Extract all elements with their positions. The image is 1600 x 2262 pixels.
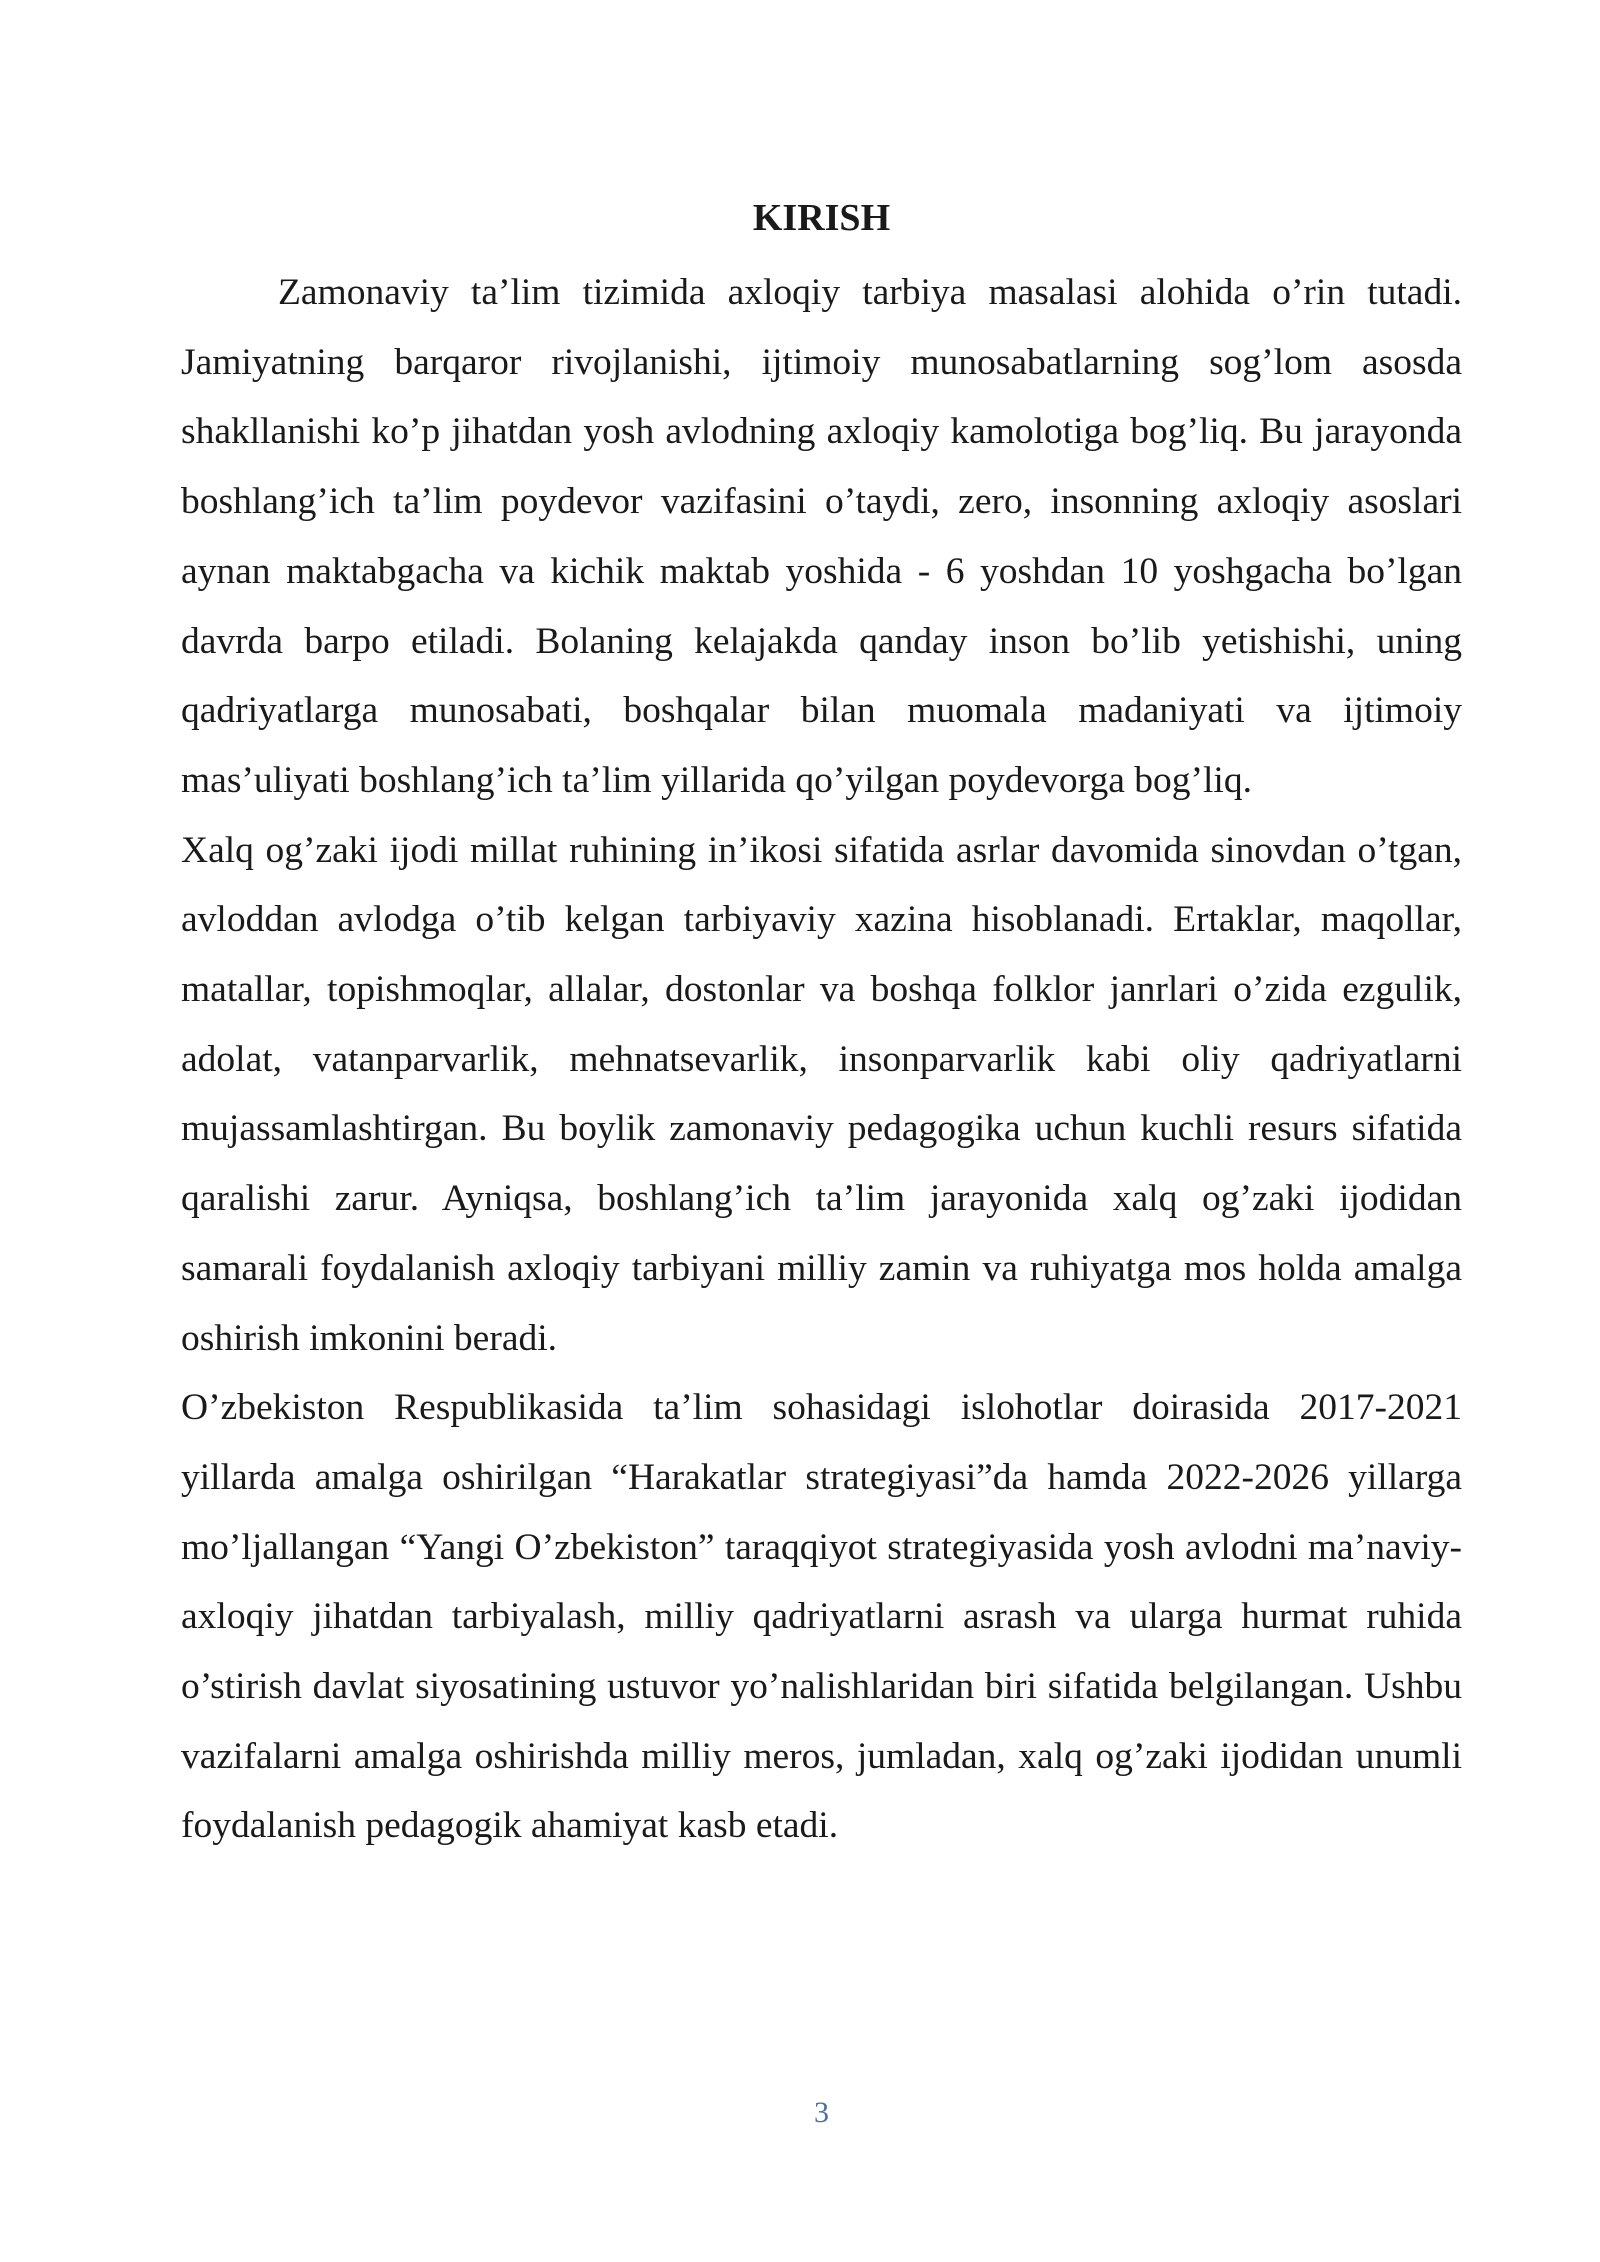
paragraph-intro: Zamonaviy ta’lim tizimida axloqiy tarbiya masalasi alohida o’rin tutadi. Jamiyatning barqaror rivojlanishi, ijtimoiy munosabatlarning sog’lom asosda shakllanishi ko’p jihatdan yosh avlodning axloqiy kamolotiga bog’liq. Bu jarayonda boshlang’ich ta’lim poydevor vazifasini o’taydi, zero, insonning axloqiy asoslari aynan maktabgacha va kichik maktab yoshida - 6 yoshdan 10 yoshgacha bo’lgan davrda barpo etiladi. Bolaning kelajakda qanday inson bo’lib yetishishi, uning qadriyatlarga munosabati, boshqalar bilan muomala madaniyati va ijtimoiy mas’uliyati boshlang’ich ta’lim yillarida qo’yilgan poydevorga bog’liq. bbox=[181, 272, 1462, 801]
page-title: KIRISH bbox=[752, 197, 891, 239]
paragraph-strategy: O’zbekiston Respublikasida ta’lim sohasidagi islohotlar doirasida 2017-2021 yillarda amalga oshirilgan “Harakatlar strategiyasi”da hamda 2022-2026 yillarga mo’ljallangan “Yangi O’zbekiston” taraqqiyot strategiyasida yosh avlodni ma’naviy-axloqiy jihatdan tarbiyalash, milliy qadriyatlarni asrash va ularga hurmat ruhida o’stirish davlat siyosatining ustuvor yo’nalishlaridan biri sifatida belgilangan. Ushbu vazifalarni amalga oshirishda milliy meros, jumladan, xalq og’zaki ijodidan unumli foydalanish pedagogik ahamiyat kasb etadi. bbox=[181, 1387, 1462, 1847]
paragraph-folklore: Xalq og’zaki ijodi millat ruhining in’ikosi sifatida asrlar davomida sinovdan o’tgan, avloddan avlodga o’tib kelgan tarbiyaviy xazina hisoblanadi. Ertaklar, maqollar, matallar, topishmoqlar, allalar, dostonlar va boshqa folklor janrlari o’zida ezgulik, adolat, vatanparvarlik, mehnatsevarlik, insonparvarlik kabi oliy qadriyatlarni mujassamlashtirgan. Bu boylik zamonaviy pedagogika uchun kuchli resurs sifatida qaralishi zarur. Ayniqsa, boshlang’ich ta’lim jarayonida xalq og’zaki ijodidan samarali foydalanish axloqiy tarbiyani milliy zamin va ruhiyatga mos holda amalga oshirish imkonini beradi. bbox=[181, 829, 1462, 1359]
page-number: 3 bbox=[814, 2096, 829, 2129]
document-body bbox=[181, 258, 1462, 1861]
